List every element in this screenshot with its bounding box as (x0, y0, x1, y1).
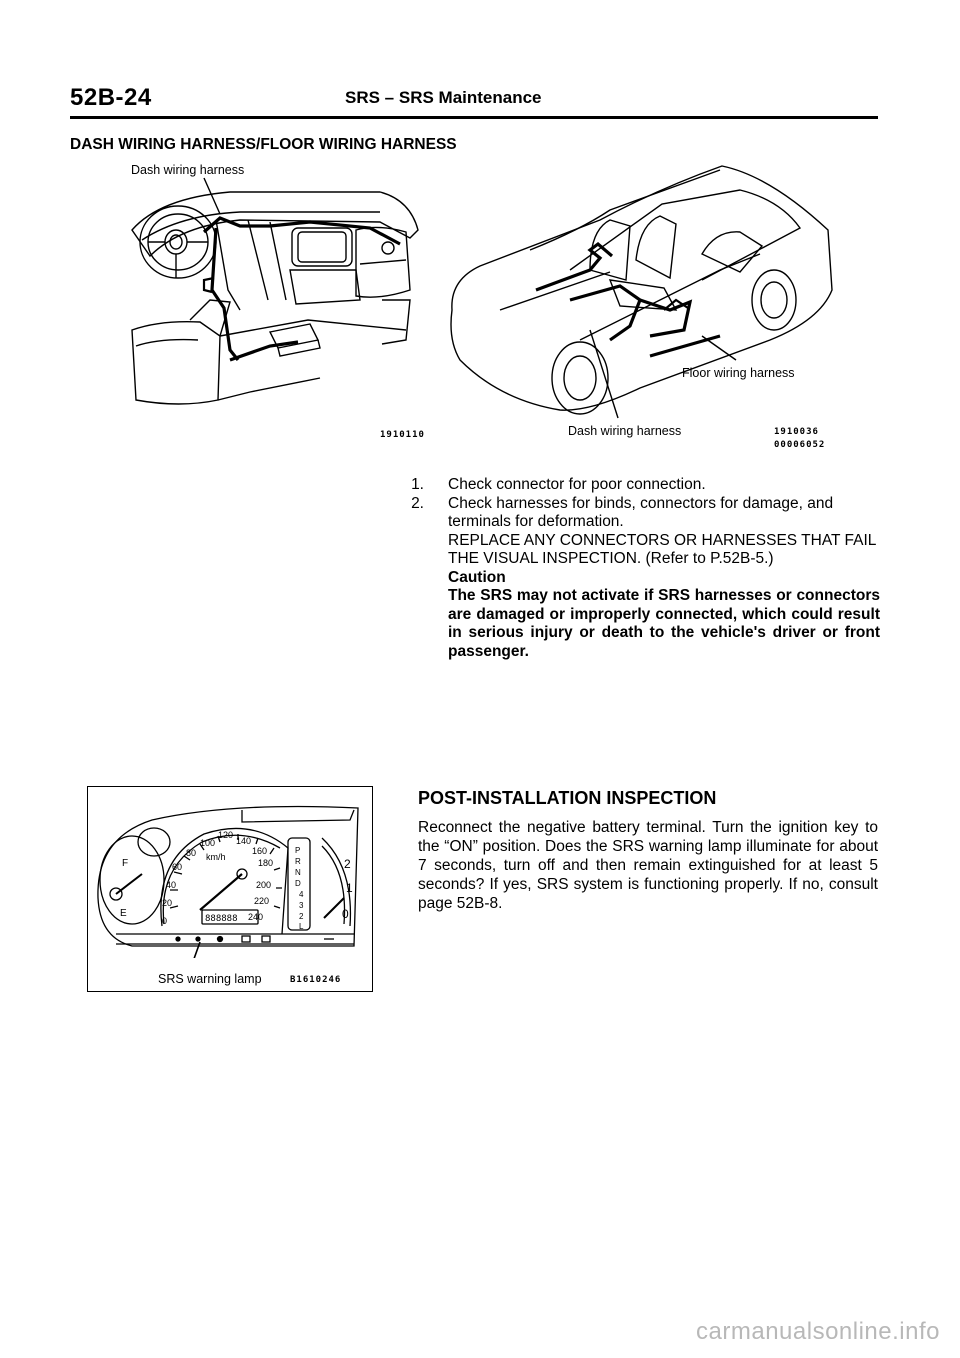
caution-label: Caution (448, 568, 506, 586)
post-installation-body: Reconnect the negative battery terminal. Turn the ignition key to the “ON” position. Does the SRS warning lamp illuminate for about 7 seconds, turn off and then remain extinguished for at least 5 seconds? If yes, SRS system is functioning properly. If no, consult page 52B-8. (418, 819, 878, 912)
tacho-mark-0: 0 (342, 907, 349, 921)
step-text: Check connector for poor connection. (448, 476, 706, 493)
car-figure-code-2: 00006052 (774, 440, 826, 450)
dashboard-illustration (120, 160, 440, 450)
dash-wiring-figure (120, 160, 440, 450)
gear-mark-p: P (295, 846, 301, 855)
speed-mark-180: 180 (258, 858, 274, 868)
gear-mark-d: D (295, 879, 301, 888)
cluster-figure-code: B1610246 (290, 975, 342, 985)
odometer: 888888 (205, 914, 238, 924)
speed-mark-140: 140 (236, 836, 252, 846)
caution-text: The SRS may not activate if SRS harnesses or connectors are damaged or improperly connected, which could result in serious injury or death to the vehicle's driver or front passenger. (448, 587, 880, 660)
step-1 (398, 476, 880, 495)
car-figure-code-1: 1910036 (774, 427, 819, 437)
gear-mark-4: 4 (299, 890, 304, 899)
speed-mark-240: 240 (248, 912, 264, 922)
speed-mark-80: 80 (186, 848, 197, 858)
header-title: SRS – SRS Maintenance (345, 88, 542, 107)
step-2 (398, 495, 880, 662)
step-2-body (448, 495, 880, 662)
inspection-steps (398, 476, 880, 661)
tacho-mark-2: 2 (344, 857, 351, 871)
step-text: Check harnesses for binds, connectors for damage, and terminals for deformation. (448, 494, 834, 530)
step-number: 2. (411, 494, 424, 512)
floor-harness-label: Floor wiring harness (682, 366, 795, 380)
floor-wiring-figure (440, 160, 840, 430)
gear-mark-2: 2 (299, 912, 304, 921)
speed-mark-60: 60 (172, 862, 183, 872)
header-rule (70, 116, 878, 119)
speed-mark-120: 120 (218, 830, 234, 840)
post-installation-title: POST-INSTALLATION INSPECTION (418, 788, 717, 808)
srs-lamp-label: SRS warning lamp (158, 972, 262, 986)
speed-mark-220: 220 (254, 896, 270, 906)
instrument-cluster-illustration (92, 798, 368, 958)
speed-mark-200: 200 (256, 880, 272, 890)
gear-mark-3: 3 (299, 901, 304, 910)
speed-mark-0: 0 (162, 916, 168, 926)
page-number: 52B-24 (70, 84, 152, 111)
fuel-mark-f: F (122, 858, 129, 869)
dash-figure-code: 1910110 (380, 430, 425, 440)
tacho-mark-1: 1 (346, 881, 353, 895)
cluster-drawing (92, 798, 368, 958)
gear-mark-n: N (295, 868, 301, 877)
speed-unit: km/h (206, 852, 226, 862)
section-title: DASH WIRING HARNESS/FLOOR WIRING HARNESS (70, 136, 457, 153)
dash-harness-label: Dash wiring harness (131, 163, 245, 177)
gear-mark-r: R (295, 857, 301, 866)
speed-mark-100: 100 (200, 838, 216, 848)
car-illustration (440, 160, 840, 430)
speed-mark-40: 40 (166, 880, 177, 890)
step-number: 1. (411, 476, 424, 493)
replace-instruction: REPLACE ANY CONNECTORS OR HARNESSES THAT FAIL THE VISUAL INSPECTION. (Refer to P.52B-5.) (448, 531, 876, 567)
car-dash-harness-label: Dash wiring harness (568, 424, 682, 438)
watermark: carmanualsonline.info (696, 1318, 940, 1345)
fuel-mark-e: E (120, 908, 127, 919)
speed-mark-160: 160 (252, 846, 268, 856)
gear-mark-l: L (299, 922, 304, 931)
speed-mark-20: 20 (162, 898, 173, 908)
